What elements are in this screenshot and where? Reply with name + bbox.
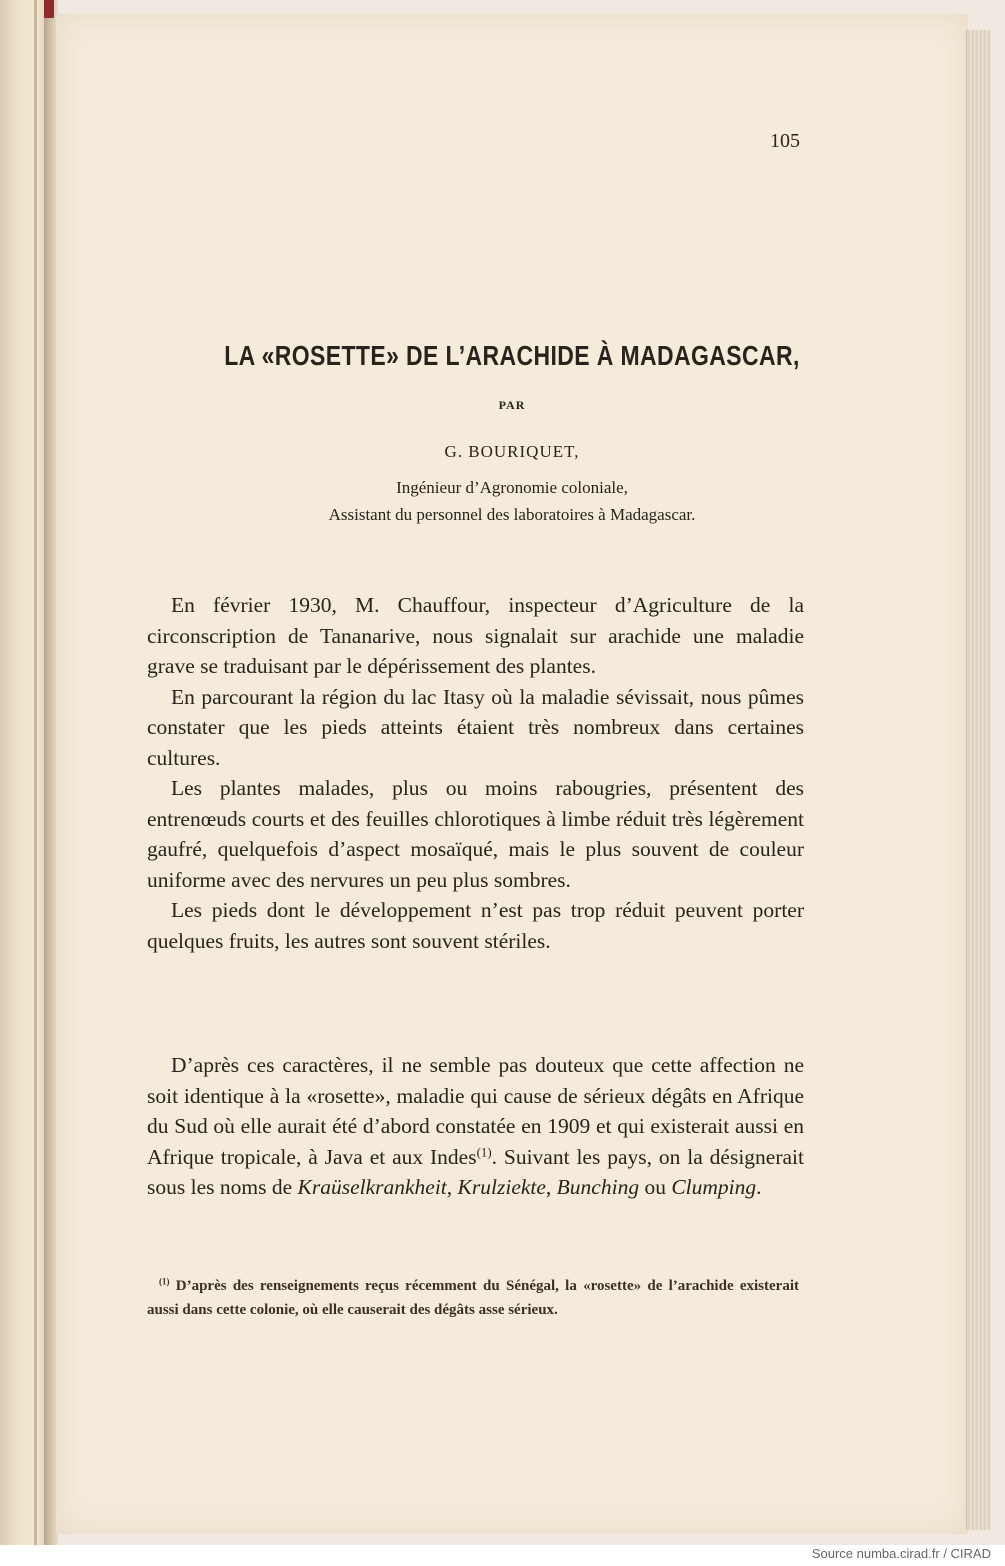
footnote-paragraph (147, 1274, 799, 1322)
separator-2: , (545, 1175, 557, 1199)
footnote-text: D’après des renseignements reçus récemment du Sénégal, la «rosette» de l’arachide existerait aussi dans cette colonie, où elle causerait des dégâts asse sérieux. (147, 1278, 799, 1318)
paragraph-4: Les pieds dont le développement n’est pas trop réduit peuvent porter quelques fruits, les autres sont souvent stériles. (147, 898, 804, 953)
conjunction-ou: ou (639, 1175, 672, 1199)
paragraph-3: Les plantes malades, plus ou moins rabougries, présentent des entrenœuds courts et des feuilles chlorotiques à limbe réduit très légèrement gaufré, quelquefois d’aspect mosaïqué, mais le plus souvent de couleur uniforme avec des nervures un peu plus sombres. (147, 776, 804, 892)
term-bunching: Bunching (556, 1175, 640, 1199)
byline-par: PAR (498, 398, 526, 412)
paragraph-5-text-a: D’après ces caractères, il ne semble pas douteux que cette affection ne soit identique à la «rosette», maladie qui cause de sérieux dégâts en Afrique du Sud où elle aurait été d’abord constatée en 1909 et qui existerait aussi en Afrique tropicale, à Java et aux Indes (147, 1053, 804, 1169)
footnote-reference: (1) (476, 1144, 492, 1159)
paragraph-5-end: . (756, 1175, 762, 1199)
left-page-edge (0, 0, 46, 1545)
author-affiliation-1: Ingénieur d’Agronomie coloniale, (396, 478, 628, 497)
paragraph-5-text-b: . Suivant les pays, on la désignerait sous les noms de (147, 1144, 804, 1199)
footnote (147, 1274, 799, 1322)
paragraph-5 (147, 1050, 804, 1203)
term-krulziekte: Krulziekte (457, 1175, 546, 1199)
term-krauselkrankheit: Kraüselkrankheit (297, 1175, 447, 1199)
author-affiliation-2: Assistant du personnel des laboratoires à Madagascar. (328, 505, 696, 524)
page-number: 105 (770, 130, 800, 152)
article-title: LA «ROSETTE» DE L’ARACHIDE À MADAGASCAR, (224, 340, 800, 371)
paragraph-1: En février 1930, M. Chauffour, inspecteur d’Agriculture de la circonscription de Tananarive, nous signalait sur arachide une maladie grave se traduisant par le dépérissement des plantes. (147, 593, 804, 678)
body-section-2 (147, 1050, 804, 1203)
left-page-fold (34, 0, 37, 1545)
author-name: G. BOURIQUET, (444, 442, 580, 461)
source-credit: Source numba.cirad.fr / CIRAD (811, 1546, 991, 1561)
page-stack-edges (966, 30, 991, 1530)
body-section-1 (147, 590, 804, 956)
footnote-marker: (1) (159, 1276, 170, 1287)
paragraph-2: En parcourant la région du lac Itasy où la maladie sévissait, nous pûmes constater que les pieds atteints étaient très nombreux dans certaines cultures. (147, 684, 804, 770)
bookmark-ribbon (44, 0, 54, 18)
separator-1: , (446, 1175, 458, 1199)
term-clumping: Clumping (671, 1175, 757, 1199)
